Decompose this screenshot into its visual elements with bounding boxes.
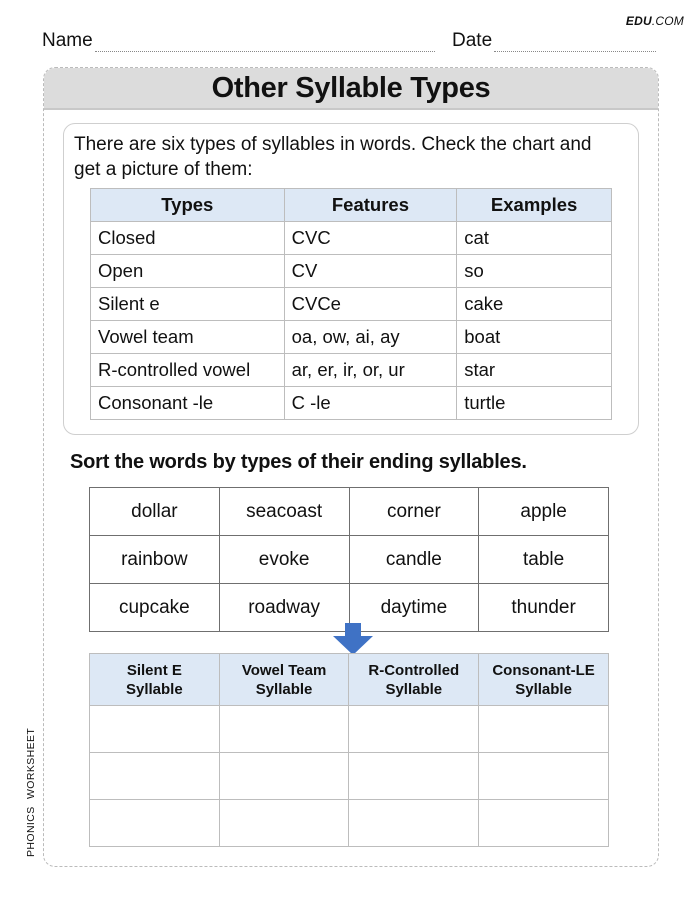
answer-cell[interactable] xyxy=(349,706,479,753)
header-features: Features xyxy=(284,189,457,222)
cell-feature: oa, ow, ai, ay xyxy=(284,321,457,354)
sorting-table xyxy=(89,653,609,847)
word-cell: apple xyxy=(479,488,609,536)
header-consonant-le xyxy=(479,654,609,706)
table-row xyxy=(91,222,612,255)
answer-row xyxy=(90,800,609,847)
answer-cell[interactable] xyxy=(90,800,220,847)
table-header-row xyxy=(91,189,612,222)
cell-type: Vowel team xyxy=(91,321,285,354)
side-label: PHONICS WORKSHEET xyxy=(25,727,37,857)
header-line2: Syllable xyxy=(385,680,443,698)
word-cell: candle xyxy=(349,536,479,584)
word-cell: daytime xyxy=(349,584,479,632)
answer-cell[interactable] xyxy=(479,800,609,847)
word-bank-table xyxy=(89,487,609,632)
table-row xyxy=(91,354,612,387)
date-field[interactable] xyxy=(452,30,656,52)
cell-feature: CVCe xyxy=(284,288,457,321)
cell-type: Consonant -le xyxy=(91,387,285,420)
intro-text: There are six types of syllables in words. Check the chart and get a picture of them: xyxy=(74,134,592,180)
cell-example: boat xyxy=(457,321,612,354)
word-cell: cupcake xyxy=(90,584,220,632)
cell-feature: CVC xyxy=(284,222,457,255)
answer-cell[interactable] xyxy=(479,706,609,753)
answer-cell[interactable] xyxy=(349,753,479,800)
worksheet-card xyxy=(43,67,659,867)
word-cell: dollar xyxy=(90,488,220,536)
table-row xyxy=(91,255,612,288)
down-arrow-shape xyxy=(333,623,373,655)
cell-feature: ar, er, ir, or, ur xyxy=(284,354,457,387)
table-row xyxy=(91,387,612,420)
down-arrow-icon xyxy=(333,623,373,655)
answer-cell[interactable] xyxy=(90,753,220,800)
answer-cell[interactable] xyxy=(479,753,609,800)
answer-cell[interactable] xyxy=(219,800,349,847)
header-line1: Silent E xyxy=(126,661,182,679)
word-cell: seacoast xyxy=(219,488,349,536)
cell-type: R-controlled vowel xyxy=(91,354,285,387)
table-row xyxy=(91,288,612,321)
brand-logo xyxy=(626,14,684,28)
date-line[interactable] xyxy=(494,32,656,52)
cell-feature: CV xyxy=(284,255,457,288)
date-label: Date xyxy=(452,30,493,51)
word-cell: table xyxy=(479,536,609,584)
word-cell: roadway xyxy=(219,584,349,632)
syllable-types-table xyxy=(90,188,612,420)
answer-cell[interactable] xyxy=(219,753,349,800)
brand-logo-rest: .COM xyxy=(651,14,684,28)
name-label: Name xyxy=(42,30,93,51)
cell-type: Silent e xyxy=(91,288,285,321)
word-cell: rainbow xyxy=(90,536,220,584)
word-bank-row xyxy=(90,488,609,536)
word-cell: evoke xyxy=(219,536,349,584)
header-line1: Vowel Team xyxy=(241,661,327,679)
header-line2: Syllable xyxy=(126,680,183,698)
sort-instructions: Sort the words by types of their ending syllables. xyxy=(70,451,527,473)
cell-example: so xyxy=(457,255,612,288)
cell-example: cake xyxy=(457,288,612,321)
header-examples: Examples xyxy=(457,189,612,222)
cell-type: Open xyxy=(91,255,285,288)
sorting-header-row xyxy=(90,654,609,706)
cell-type: Closed xyxy=(91,222,285,255)
cell-example: star xyxy=(457,354,612,387)
word-cell: corner xyxy=(349,488,479,536)
name-field[interactable] xyxy=(42,30,435,52)
brand-logo-bold: EDU xyxy=(625,14,652,28)
table-row xyxy=(91,321,612,354)
answer-cell[interactable] xyxy=(219,706,349,753)
name-line[interactable] xyxy=(95,32,435,52)
cell-feature: C -le xyxy=(284,387,457,420)
title-band xyxy=(44,68,658,110)
page-title: Other Syllable Types xyxy=(211,71,491,104)
header-line2: Syllable xyxy=(515,680,572,698)
answer-cell[interactable] xyxy=(349,800,479,847)
header-vowel-team xyxy=(219,654,349,706)
answer-row xyxy=(90,706,609,753)
cell-example: turtle xyxy=(457,387,612,420)
word-bank-row xyxy=(90,536,609,584)
answer-cell[interactable] xyxy=(90,706,220,753)
header-r-controlled xyxy=(349,654,479,706)
header-silent-e xyxy=(90,654,220,706)
answer-row xyxy=(90,753,609,800)
word-cell: thunder xyxy=(479,584,609,632)
cell-example: cat xyxy=(457,222,612,255)
header-line2: Syllable xyxy=(255,680,313,698)
header-types: Types xyxy=(91,189,285,222)
header-line1: R-Controlled xyxy=(368,661,460,679)
header-line1: Consonant-LE xyxy=(492,661,595,679)
info-box xyxy=(63,123,639,435)
